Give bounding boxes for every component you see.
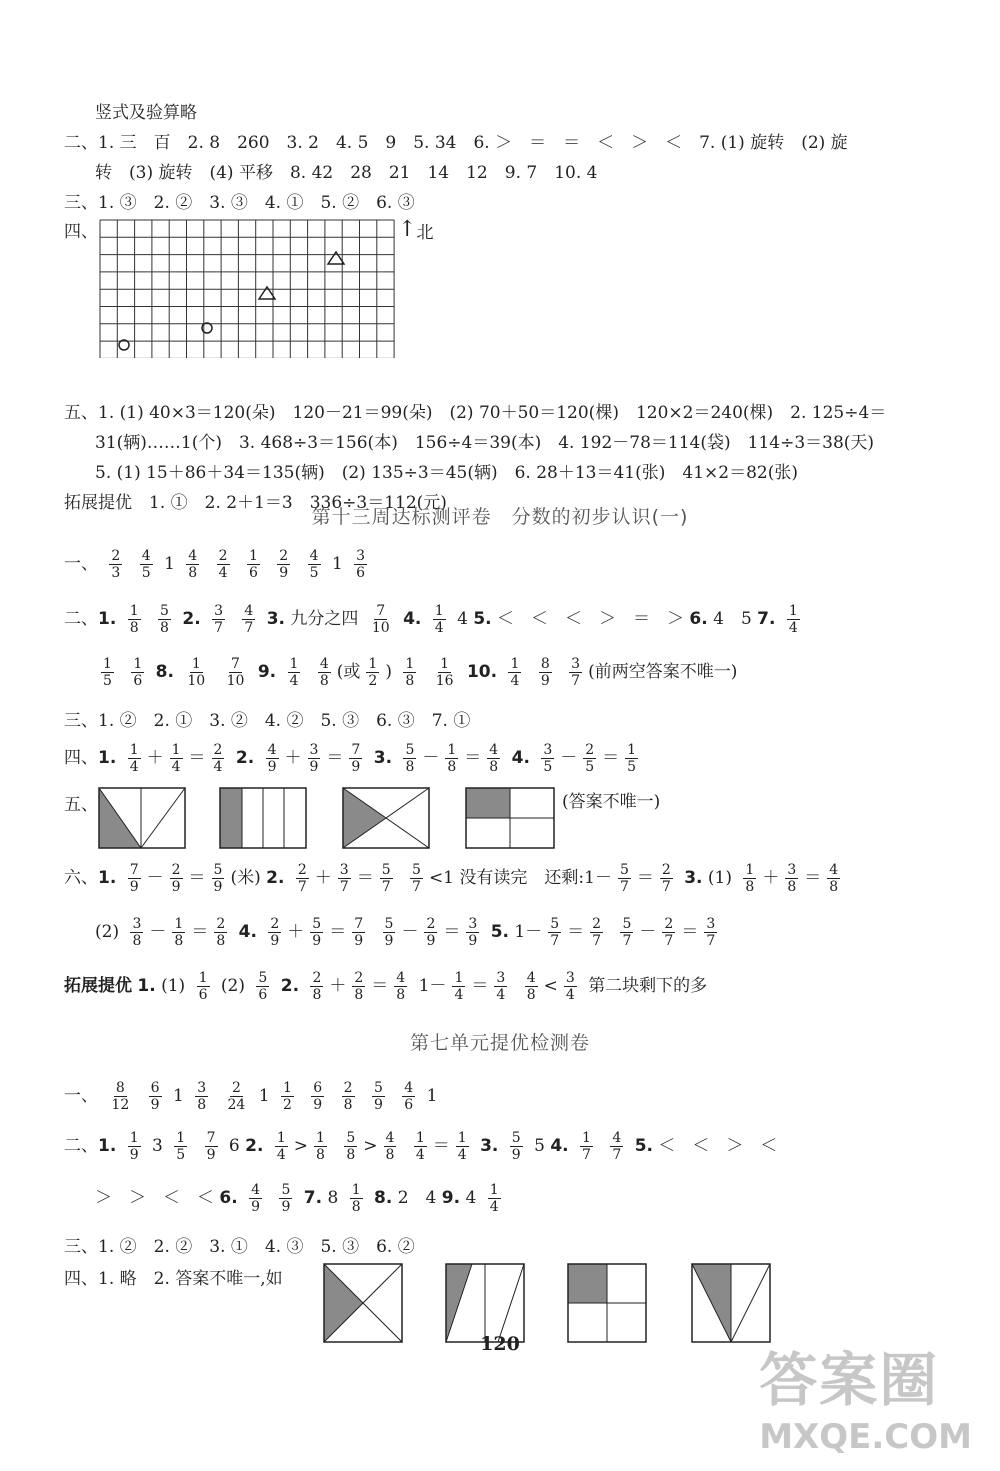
extension-line: 拓展提优 1. ① 2. 2＋1＝3 336÷3＝112(元) <box>64 493 447 513</box>
watermark <box>759 1333 972 1457</box>
fraction-line: ＞ ＞ ＜ ＜ 6. $\frac{4}{9}$ $\frac{5}{9}$ 7. 8 $\frac{1}{8}$ 8. 2 4 9. 4 $\frac{1}{4}$ <box>95 1182 499 1215</box>
watermark-brand: 答案圈 <box>759 1346 940 1414</box>
fraction-line: 一、 $\frac{2}{3}$ $\frac{4}{5}$ 1 $\frac{4}{8}$ $\frac{2}{4}$ $\frac{1}{6}$ $\frac{2}{9}$ $\frac{4}{5}$ 1 $\frac{3}{6}$ <box>64 548 366 581</box>
fraction-line: 二、1. $\frac{1}{9}$ 3 $\frac{1}{5}$ $\frac{7}{9}$ 6 2. $\frac{1}{4}$ > $\frac{1}{8}$ $\frac{5}{8}$ > $\frac{4}{8}$ $\frac{1}{4}$ ＝ $\frac{1}{4}$ 3. $\frac{5}{9}$ 5 4. $\frac{1}{7}$ $\frac{4}{7}$ 5. ＜ ＜ ＞ ＜ <box>64 1130 778 1163</box>
fraction-line: $\frac{1}{5}$ $\frac{1}{6}$ 8. $\frac{1}{10}$ $\frac{7}{10}$ 9. $\frac{1}{4}$ $\frac{4}{8}$ (或 $\frac{1}{2}$ ) $\frac{1}{8}$ $\frac{1}{16}$ 10. $\frac{1}{4}$ $\frac{8}{9}$ $\frac{3}{7}$ (前两空答案不唯一) <box>103 656 738 689</box>
shaded-rect-figure <box>341 786 431 850</box>
north-arrow <box>398 218 433 243</box>
answer-line: 三、1. ② 2. ① 3. ② 4. ② 5. ③ 6. ③ 7. ① <box>64 711 471 731</box>
shaded-rect-figure <box>97 786 187 850</box>
vertical-calc-note: 竖式及验算略 <box>95 103 197 123</box>
watermark-url: MXQE.COM <box>759 1417 972 1457</box>
shaded-rect-figure <box>464 786 556 850</box>
answer-line: 五、1. (1) 40×3＝120(朵) 120－21＝99(朵) (2) 70＋50＝120(棵) 120×2＝240(棵) 2. 125÷4＝ <box>64 403 887 423</box>
answer-line: 三、1. ② 2. ② 3. ① 4. ③ 5. ③ 6. ② <box>64 1237 415 1257</box>
section-title: 第七单元提优检测卷 <box>409 1032 590 1054</box>
shaded-rect-figure <box>218 786 308 850</box>
answer-line: 5. (1) 15＋86＋34＝135(辆) (2) 135÷3＝45(辆) 6. 28＋13＝41(张) 41×2＝82(张) <box>95 463 798 483</box>
north-label: 北 <box>416 223 434 243</box>
section-label: 五、 <box>64 795 98 815</box>
fraction-line: 一、 $\frac{8}{12}$ $\frac{6}{9}$ 1 $\frac{3}{8}$ $\frac{2}{24}$ 1 $\frac{1}{2}$ $\frac{6}{9}$ $\frac{2}{8}$ $\frac{5}{9}$ $\frac{4}{6}$ 1 <box>64 1080 438 1113</box>
coordinate-grid <box>96 218 396 358</box>
answer-line: 31(辆)……1(个) 3. 468÷3＝156(本) 156÷4＝39(本) 4. 192－78＝114(袋) 114÷3＝38(天) <box>95 433 875 453</box>
fraction-line: 二、1. $\frac{1}{8}$ $\frac{5}{8}$ 2. $\frac{3}{7}$ $\frac{4}{7}$ 3. 九分之四 $\frac{7}{10}$ 4. $\frac{1}{4}$ 4 5. ＜ ＜ ＜ ＞ ＝ ＞ 6. 4 5 7. $\frac{1}{4}$ <box>64 603 798 636</box>
fraction-line: 六、1. $\frac{7}{9}$ － $\frac{2}{9}$ ＝ $\frac{5}{9}$ (米) 2. $\frac{2}{7}$ ＋ $\frac{3}{7}$ ＝ $\frac{5}{7}$ $\frac{5}{7}$ <1 没有读完 还剩:1－ $\frac{5}{7}$ ＝ $\frac{2}{7}$ 3. (1) $\frac{1}{8}$ ＋ $\frac{3}{8}$ ＝ $\frac{4}{8}$ <box>64 862 839 895</box>
triangle-marker <box>328 252 344 264</box>
page-number: 120 <box>480 1333 520 1355</box>
answer-line: 转 (3) 旋转 (4) 平移 8. 42 28 21 14 12 9. 7 10. 4 <box>95 163 598 183</box>
fraction-line: 四、1. $\frac{1}{4}$ ＋ $\frac{1}{4}$ ＝ $\frac{2}{4}$ 2. $\frac{4}{9}$ ＋ $\frac{3}{9}$ ＝ $\frac{7}{9}$ 3. $\frac{5}{8}$ － $\frac{1}{8}$ ＝ $\frac{4}{8}$ 4. $\frac{3}{5}$ － $\frac{2}{5}$ ＝ $\frac{1}{5}$ <box>64 742 637 775</box>
fraction-line: (2) $\frac{3}{8}$ － $\frac{1}{8}$ ＝ $\frac{2}{8}$ 4. $\frac{2}{9}$ ＋ $\frac{5}{9}$ ＝ $\frac{7}{9}$ $\frac{5}{9}$ － $\frac{2}{9}$ ＝ $\frac{3}{9}$ 5. 1－ $\frac{5}{7}$ ＝ $\frac{2}{7}$ $\frac{5}{7}$ － $\frac{2}{7}$ ＝ $\frac{3}{7}$ <box>95 916 716 949</box>
fraction-line: 拓展提优 1. (1) $\frac{1}{6}$ (2) $\frac{5}{6}$ 2. $\frac{2}{8}$ ＋ $\frac{2}{8}$ ＝ $\frac{4}{8}$ 1－ $\frac{1}{4}$ ＝ $\frac{3}{4}$ $\frac{4}{8}$ < $\frac{3}{4}$ 第二块剩下的多 <box>64 970 708 1003</box>
section-title: 第十三周达标测评卷 分数的初步认识(一) <box>311 506 689 528</box>
section-label: 四、 <box>64 222 98 242</box>
arrow-up-icon: ↑ <box>398 217 417 242</box>
answer-line: 二、1. 三 百 2. 8 260 3. 2 4. 5 9 5. 34 6. ＞ ＝ ＝ ＜ ＞ ＜ 7. (1) 旋转 (2) 旋 <box>64 133 848 153</box>
answer-line: 四、1. 略 2. 答案不唯一,如 <box>64 1269 283 1289</box>
answer-line: 三、1. ③ 2. ② 3. ③ 4. ① 5. ② 6. ③ <box>64 193 415 213</box>
figure-note: (答案不唯一) <box>562 792 661 812</box>
